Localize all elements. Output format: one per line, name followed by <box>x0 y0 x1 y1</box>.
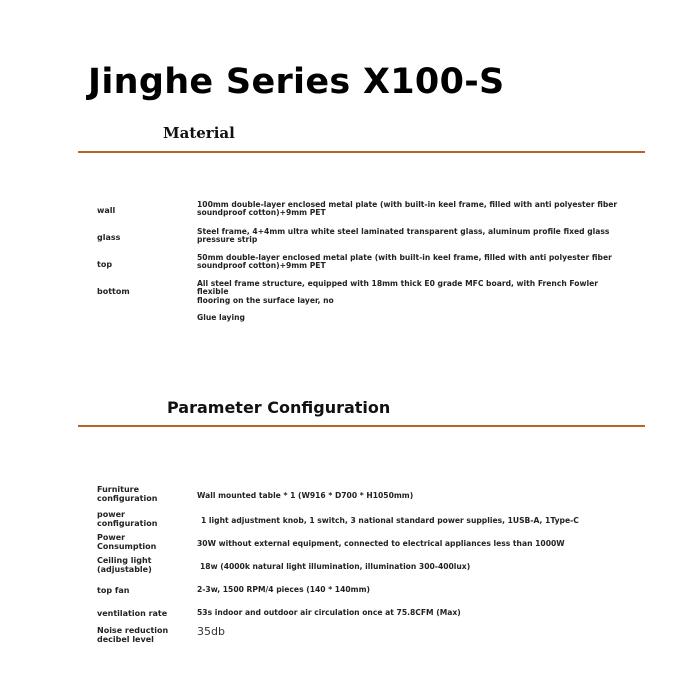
material-divider <box>78 151 645 153</box>
material-value-bottom: All steel frame structure, equipped with 18mm thick E0 grade MFC board, with French Fowler flexible <box>197 279 598 297</box>
param-label-furniture-line2: configuration <box>97 493 158 503</box>
page-title: Jinghe Series X100-S <box>88 62 505 102</box>
param-value-ventilation: 53s indoor and outdoor air circulation once at 75.8CFM (Max) <box>197 608 461 617</box>
param-label-ceiling-light-line1: Ceiling light <box>97 556 152 565</box>
param-label-power-config-line2: configuration <box>97 518 158 528</box>
material-label-top: top <box>97 260 113 269</box>
param-value-power-consumption: 30W without external equipment, connected to electrical appliances less than 1000W <box>197 539 565 548</box>
param-label-power-consumption-line1: Power <box>97 533 126 542</box>
material-value-bottom-line3: Glue laying <box>197 313 245 322</box>
param-label-ventilation: ventilation rate <box>97 609 168 618</box>
material-label-bottom: bottom <box>97 287 130 296</box>
material-value-glass: Steel frame, 4+4mm ultra white steel laminated transparent glass, aluminum profile fixed glass pressure strip <box>197 227 610 245</box>
param-label-power-consumption <box>97 534 156 551</box>
material-label-glass: glass <box>97 233 121 242</box>
param-label-power-consumption-line2: Consumption <box>97 541 157 551</box>
param-label-noise <box>97 627 168 644</box>
parameters-heading: Parameter Configuration <box>167 398 391 417</box>
param-value-power-config: 1 light adjustment knob, 1 switch, 3 national standard power supplies, 1USB-A, 1Type-C <box>201 516 579 525</box>
param-label-power-config <box>97 511 157 528</box>
param-label-ceiling-light <box>97 557 152 574</box>
param-label-ceiling-light-line2: (adjustable) <box>97 564 152 574</box>
material-label-wall: wall <box>97 206 116 215</box>
material-value-wall: 100mm double-layer enclosed metal plate (with built-in keel frame, filled with anti polyester fiber soundproof cotton)+9mm PET <box>197 200 618 218</box>
param-value-furniture: Wall mounted table * 1 (W916 * D700 * H1050mm) <box>197 491 414 500</box>
param-label-noise-line2: decibel level <box>97 634 154 644</box>
param-value-ceiling-light: 18w (4000k natural light illumination, illumination 300-400lux) <box>200 562 471 571</box>
param-label-power-config-line1: power <box>97 510 125 519</box>
param-label-top-fan: top fan <box>97 586 130 595</box>
param-label-noise-line1: Noise reduction <box>97 626 169 635</box>
parameters-divider <box>78 425 645 427</box>
material-value-top: 50mm double-layer enclosed metal plate (with built-in keel frame, filled with anti polyester fiber soundproof cotton)+9mm PET <box>197 253 612 271</box>
param-label-furniture-line1: Furniture <box>97 485 140 494</box>
material-value-bottom-line2: flooring on the surface layer, no <box>197 296 334 305</box>
param-label-furniture <box>97 486 157 503</box>
param-value-noise: 35db <box>197 625 225 638</box>
param-value-top-fan: 2-3w, 1500 RPM/4 pieces (140 * 140mm) <box>197 585 370 594</box>
material-heading: Material <box>163 124 235 142</box>
